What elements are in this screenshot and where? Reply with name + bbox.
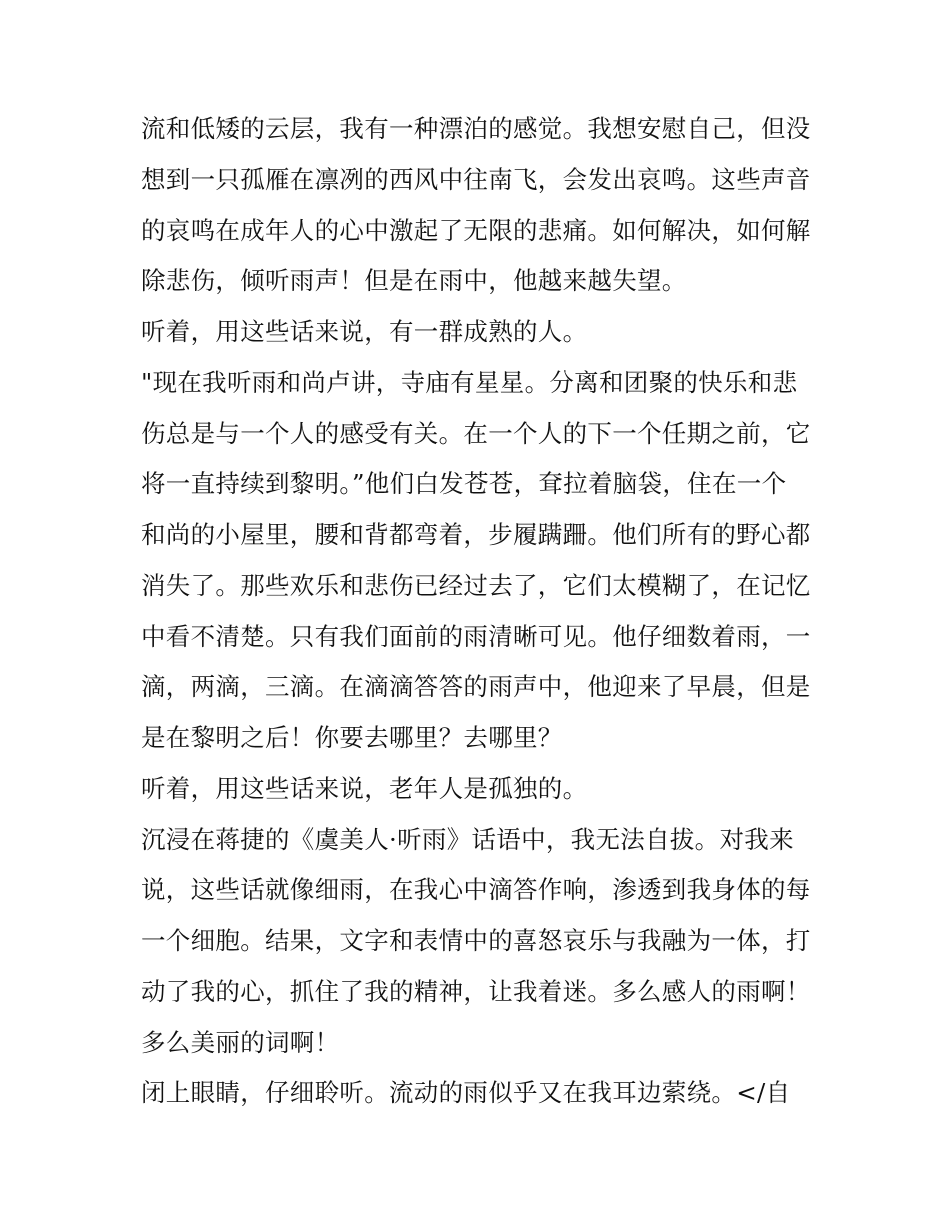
text-line: 一个细胞。结果，文字和表情中的喜怒哀乐与我融为一体，打 [141, 926, 811, 955]
text-line: 是在黎明之后！你要去哪里？去哪里？ [141, 723, 563, 752]
text-line: 中看不清楚。只有我们面前的雨清晰可见。他仔细数着雨，一 [141, 621, 811, 651]
text-line: 消失了。那些欢乐和悲伤已经过去了，它们太模糊了，在记忆 [141, 570, 811, 600]
text-line: 听着，用这些话来说，有一群成熟的人。 [141, 317, 588, 346]
text-line: 和尚的小屋里，腰和背都弯着，步履蹒跚。他们所有的野心都 [141, 520, 811, 549]
text-line: 沉浸在蒋捷的《虞美人·听雨》话语中，我无法自拔。对我来 [141, 824, 794, 854]
text-line: 滴，两滴，三滴。在滴滴答答的雨声中，他迎来了早晨，但是 [141, 672, 811, 702]
text-line: "现在我听雨和尚卢讲，寺庙有星星。分离和团聚的快乐和悲 [141, 367, 798, 397]
text-line: 多么美丽的词啊！ [141, 1027, 340, 1057]
text-line: 将一直持续到黎明。”他们白发苍苍，耷拉着脑袋，住在一个 [141, 469, 787, 499]
body-text [141, 104, 813, 1119]
text-line: 伤总是与一个人的感受有关。在一个人的下一个任期之前，它 [141, 418, 811, 448]
text-line: 流和低矮的云层，我有一种漂泊的感觉。我想安慰自己，但没 [141, 114, 811, 143]
text-line: 除悲伤，倾听雨声！但是在雨中，他越来越失望。 [141, 266, 687, 296]
text-line: 闭上眼睛，仔细聆听。流动的雨似乎又在我耳边萦绕。</自 [141, 1078, 791, 1108]
text-line: 想到一只孤雁在凛冽的西风中往南飞，会发出哀鸣。这些声音 [141, 164, 811, 194]
text-line: 的哀鸣在成年人的心中激起了无限的悲痛。如何解决，如何解 [141, 215, 811, 245]
text-line: 动了我的心，抓住了我的精神，让我着迷。多么感人的雨啊！ [141, 976, 811, 1006]
text-line: 听着，用这些话来说，老年人是孤独的。 [141, 773, 588, 803]
text-line: 说，这些话就像细雨，在我心中滴答作响，渗透到我身体的每 [141, 875, 811, 905]
